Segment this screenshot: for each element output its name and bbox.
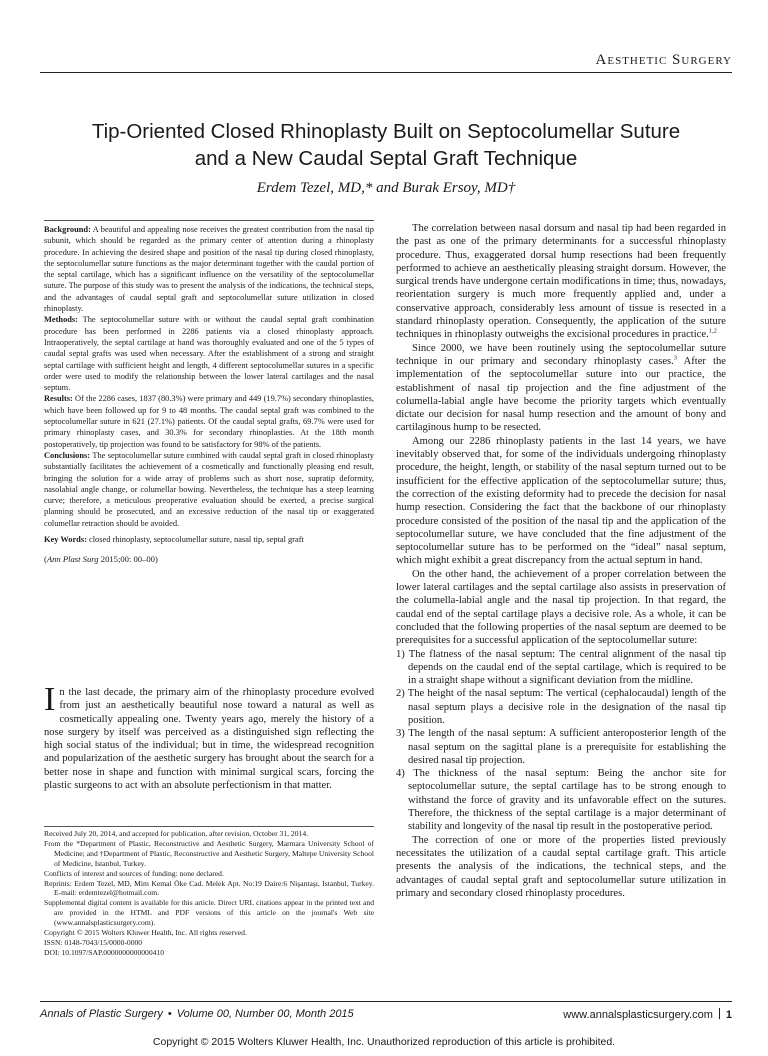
list-item: 1) The flatness of the nasal septum: The central alignment of the nasal tip depends on the caudal end of the septal cartilage, which is required to be in a straight shape without a significant deviation from the midline. bbox=[396, 648, 726, 687]
footnote-conflicts: Conflicts of interest and sources of funding: none declared. bbox=[44, 868, 224, 878]
paragraph-5: The correction of one or more of the properties listed previously necessitates the utilization of a caudal septal cartilage graft. This article presents the analysis of the indications, the technical steps, and the advantages of caudal septal graft and septocolumellar suture utilization in primary and secondary closed rhinoplasty procedures. bbox=[396, 834, 726, 899]
keywords-label: Key Words: bbox=[44, 535, 87, 545]
header-rule bbox=[40, 72, 732, 73]
conclusions-label: Conclusions: bbox=[44, 450, 91, 460]
citation-journal: Ann Plast Surg bbox=[46, 553, 99, 564]
footnote-received: Received July 20, 2014, and accepted for publication, after revision, October 31, 2014. bbox=[44, 829, 309, 838]
footer-volume: Volume 00, Number 00, Month 2015 bbox=[176, 1008, 354, 1020]
right-column bbox=[396, 222, 726, 900]
title-line-2: and a New Caudal Septal Graft Technique bbox=[194, 147, 578, 170]
ref-1-2: 1,2 bbox=[708, 327, 717, 335]
abstract-results bbox=[44, 393, 374, 449]
section-header: Aesthetic Surgery bbox=[595, 52, 732, 68]
conclusions-text: The septocolumellar suture combined with caudal septal graft in closed rhinoplasty substantially facilitates the achievement of a cosmetically and functionally pleasing end result, bringing the solution for a wide array of problems such as short nose, supratip deformity, nasolabial angle change, or columellar bowing. Nevertheless, the technique has a steep learning curve; therefore, a meticulous preoperative evaluation should be exerted, a precise surgical planning should be prosecuted, and an excessive reduction of the nasal tip or exaggerated columellar retraction should be avoided. bbox=[44, 450, 374, 528]
ref-3: 3 bbox=[673, 354, 678, 362]
bullet-icon: • bbox=[167, 1008, 172, 1020]
footnote-copyright: Copyright © 2015 Wolters Kluwer Health, Inc. All rights reserved. bbox=[44, 928, 247, 938]
list-item: 3) The length of the nasal septum: A sufficient anteroposterior length of the nasal septum on the sagittal plane is a prerequisite for establishing the desired nasal tip projection. bbox=[396, 728, 726, 766]
page-number: 1 bbox=[725, 1009, 732, 1021]
footer-rule bbox=[40, 1001, 732, 1002]
drop-cap: I bbox=[44, 681, 56, 718]
citation: (Ann Plast Surg 2015;00: 00–00) bbox=[44, 553, 158, 564]
background-label: Background: bbox=[44, 225, 91, 234]
keywords-text: closed rhinoplasty, septocolumellar suture, nasal tip, septal graft bbox=[88, 535, 304, 545]
introduction bbox=[44, 681, 374, 792]
paragraph-2-text: Since 2000, we have been routinely using the septocolumellar suture technique in our primary and secondary rhinoplasty cases. bbox=[396, 342, 726, 367]
footer-journal-info bbox=[40, 1008, 354, 1020]
keywords bbox=[44, 534, 374, 545]
intro-text: n the last decade, the primary aim of the rhinoplasty procedure evolved from just an aesthetically beautiful nose toward a natural as well as cosmetically appealing one. Twenty years ago, merely the history of a nose surgery by itself was perceived as a distinguished sign reflecting the high social status of the individual; but in time, the widespread recognition and popularization of the aesthetic surgery has brought about the search for a better nose in shape and function with minimal surgical scars, forcing the plastic surgeons to act with an absolute perfectionism in that matter. bbox=[44, 687, 374, 792]
paragraph-2-rest: After the implementation of the septocolumellar suture into our practice, the establishment of nasal tip projection and the fine adjustment of the columella-labial angle have become the priority targets which eventually dictate our decision for nasal hump resection and the amount of bony and cartilaginous hump to be resected. bbox=[396, 355, 726, 434]
methods-text: The septocolumellar suture with or without the caudal septal graft combination procedure has been performed in 2286 patients via a closed rhinoplasty approach. Intraoperatively, the septal cartilage at hand was thoroughly evaluated and one of the 5 types of caudal septal grafts was used when necessary. After the establishment of a strong and straight septal cartilage with sufficient height and length, 4 different septocolumellar sutures in a specific order were used to modify the relationship between the lower lateral cartilages and the nasal septum. bbox=[44, 315, 374, 393]
footer-site-info bbox=[563, 1008, 732, 1021]
paragraph-3: Among our 2286 rhinoplasty patients in the last 14 years, we have inevitably observed that, for some of the individuals undergoing rhinoplasty procedure, the height, length, or stability of the nasal septum turned out to be insufficient for the effective application of the septocolumellar suture; thus, the correction of the existing deformity had to precede the decision for nasal hump resection. Considering the fact that the backbone of our rhinoplasty procedure consisted of the position of the nasal tip and the application of the septocolumellar suture, we have concluded that the fine adjustment of the septocolumellar suture has to be performed on the “ideal” nasal septum, which might exhibit a great discrepancy from the actual septum in hand. bbox=[396, 435, 726, 567]
paragraph-1 bbox=[396, 222, 726, 342]
footer-journal: Annals of Plastic Surgery bbox=[40, 1008, 163, 1020]
copyright-notice: Copyright © 2015 Wolters Kluwer Health, Inc. Unauthorized reproduction of this article is prohibited. bbox=[152, 1036, 616, 1048]
footnote-doi: DOI: 10.1097/SAP.0000000000000410 bbox=[44, 947, 165, 957]
footer-website[interactable]: www.annalsplasticsurgery.com bbox=[563, 1009, 713, 1021]
abstract-conclusions bbox=[44, 450, 374, 529]
abstract bbox=[44, 224, 374, 572]
footer-separator bbox=[719, 1008, 720, 1019]
paragraph-2 bbox=[396, 342, 726, 435]
authors: Erdem Tezel, MD,* and Burak Ersoy, MD† bbox=[256, 180, 516, 196]
abstract-methods bbox=[44, 314, 374, 393]
results-label: Results: bbox=[44, 394, 73, 404]
abstract-rule bbox=[44, 220, 374, 221]
title-line-1: Tip-Oriented Closed Rhinoplasty Built on Septocolumellar Suture bbox=[91, 120, 681, 143]
article-title bbox=[40, 118, 732, 172]
list-item: 2) The height of the nasal septum: The vertical (cephalocaudal) length of the nasal septum plays a decisive role in the designation of the nasal tip position. bbox=[396, 688, 726, 726]
list-item: 4) The thickness of the nasal septum: Being the anchor site for septocolumellar suture, the septal cartilage has to be strong enough to withstand the force of gravity and its unfavorable effect on the sutures. Therefore, the thickness of the septal cartilage is a major determinant of stability and longevity of the nasal tip result in the postoperative period. bbox=[396, 768, 726, 833]
footnotes bbox=[44, 829, 374, 958]
paragraph-4: On the other hand, the achievement of a proper correlation between the lower lateral cartilages and the septal cartilage also assists in preservation of the columella-labial angle and the nasal tip projection. In that regard, the caudal end of the septal cartilage plays a decisive role. As a whole, it can be concluded that the following properties of the nasal septum are deemed to be prerequisites for a successful application of the septocolumellar suture: bbox=[396, 568, 726, 647]
paragraph-1-text: The correlation between nasal dorsum and nasal tip had been regarded in the past as one of the primary determinants for a successful rhinoplasty procedure. Thus, exaggerated dorsal hump resections had been frequently performed to achieve an aesthetically pleasing straight dorsum. However, the surgical trends have undergone certain modifications in time; thus, nowadays, reorientation surgery is much more frequently applied and, under a conservative approach, considerably less amount of tissue is resected in a standard rhinoplasty operation. Consequently, the application of the suture techniques in rhinoplasty outweighs the excisional procedures in practice. bbox=[396, 223, 726, 341]
footnote-rule bbox=[44, 826, 374, 827]
abstract-background bbox=[44, 224, 374, 314]
footnote-supplemental: Supplemental digital content is available for this article. Direct URL citations appear in the printed text and are provided in the HTML and PDF versions of this article on the journal's Web site (www.annalsplasticsurgery.com). bbox=[44, 898, 374, 928]
methods-label: Methods: bbox=[44, 315, 78, 325]
citation-rest: 2015;00: 00–00) bbox=[100, 553, 158, 564]
results-text: Of the 2286 cases, 1837 (80.3%) were primary and 449 (19.7%) secondary rhinoplasties, which have been followed up for 9 to 48 months. The caudal septal graft was combined to the septocolumellar suture in 621 (27.1%) patients. Of the caudal septal grafts, 69.7% were used for primary rhinoplasty cases, and 30.3% for secondary rhinoplasties. At the 18th month postoperatively, tip projection was found to be satisfactory for 98% of the patients. bbox=[44, 394, 374, 449]
footnote-issn: ISSN: 0148-7043/15/0000-0000 bbox=[44, 937, 143, 947]
background-text: A beautiful and appealing nose receives the greatest contribution from the nasal tip subunit, which should be regarded as the primary center of attention during a rhinoplasty procedure. In achieving the desired shape and position of the nasal tip during closed rhinoplasty, the septocolumellar suture functions as the major determinant together with the caudal portion of the septal cartilage, which has a significant influence on the versatility of the septocolumellar suture. The purpose of this study was to present the analysis of the indications, the technical steps, and the advantages of caudal septal graft and septocolumellar suture utilization in closed rhinoplasty. bbox=[44, 225, 374, 314]
footnote-reprints: Reprints: Erdem Tezel, MD, Mim Kemal Öke Cad. Melek Apt. No:19 Daire:6 Nişantaşı, Istanbul, Turkey. E-mail: erdemtezel@hotmail.com. bbox=[44, 878, 374, 898]
footnote-affiliations: From the *Department of Plastic, Reconstructive and Aesthetic Surgery, Marmara University School of Medicine; and †Department of Plastic, Reconstructive and Aesthetic Surgery, Maltepe University School of Medicine, Istanbul, Turkey. bbox=[44, 838, 374, 868]
intro-paragraph bbox=[44, 681, 374, 792]
